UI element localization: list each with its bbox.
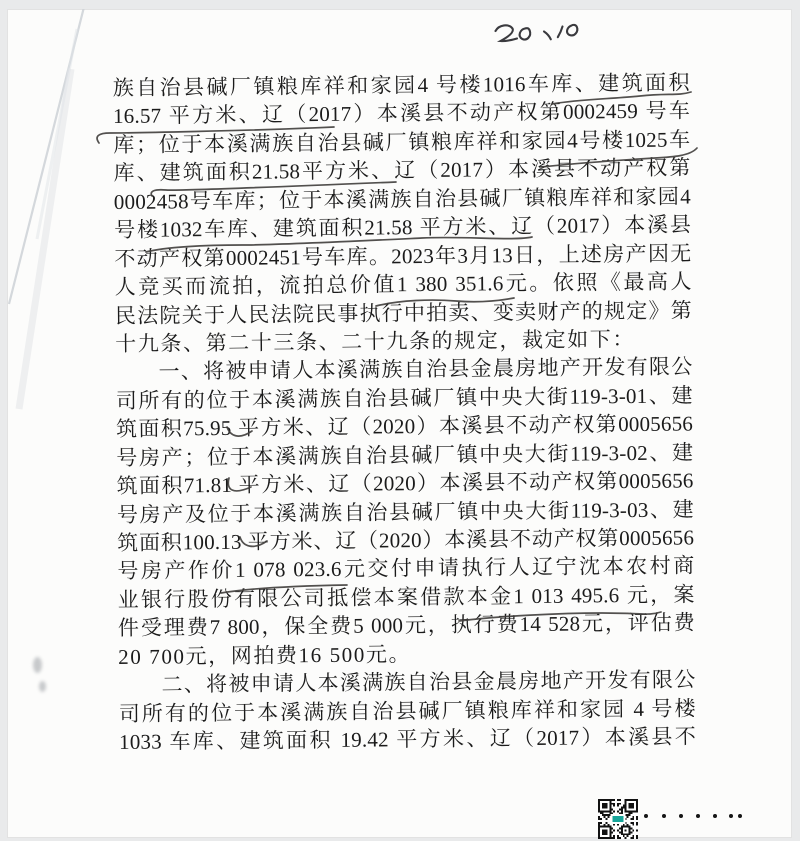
- document-line: 0002458号车库；位于本溪满族自治县碱厂镇粮库祥和家园4: [113, 184, 691, 214]
- dot-mark: [738, 814, 742, 818]
- document-body: [113, 68, 697, 756]
- dot-mark: [729, 814, 733, 818]
- scan-smudge: [39, 681, 46, 692]
- document-line: 人竞买而流拍，流拍总价值1 380 351.6元。依照《最高人: [114, 269, 692, 300]
- dot-mark: [713, 814, 717, 818]
- document-line: 号房产；位于本溪满族自治县碱厂镇中央大街119-3-02、建: [116, 440, 694, 470]
- document-line: 筑面积75.95 平方米、辽（2020）本溪县不动产权第0005656: [115, 411, 694, 442]
- document-line: 库；位于本溪满族自治县碱厂镇粮库祥和家园4号楼1025车: [113, 127, 691, 157]
- document-line: 民法院关于人民法院民事执行中拍卖、变卖财产的规定》第: [114, 297, 693, 328]
- dot-mark: [696, 814, 700, 818]
- document-line: 筑面积100.13 平方米、辽（2020）本溪县不动产权第0005656: [117, 525, 695, 555]
- dot-mark: [679, 814, 683, 818]
- dot-mark: [644, 814, 648, 818]
- document-line: 1033 车库、建筑面积 19.42 平方米、辽（2017）本溪县不: [118, 724, 697, 755]
- document-line: 业银行股份有限公司抵偿本案借款本金1 013 495.6 元，案: [117, 582, 695, 612]
- document-line: 16.57 平方米、辽（2017）本溪县不动产权第0002459 号车: [112, 98, 691, 129]
- document-line: 库、建筑面积21.58平方米、辽（2017）本溪县不动产权第: [113, 155, 691, 186]
- scan-smudge: [33, 657, 42, 673]
- document-line: 号房产作价1 078 023.6元交付申请执行人辽宁沈本农村商: [117, 553, 695, 584]
- document-line: 司所有的位于本溪满族自治县碱厂镇中央大街119-3-01、建: [115, 383, 693, 413]
- document-line: 不动产权第0002451号车库。2023年3月13日，上述房产因无: [114, 241, 692, 271]
- footer-dots: [644, 813, 754, 823]
- document-line: 二、将被申请人本溪满族自治县金晨房地产开发有限公: [161, 667, 696, 697]
- document-line: 号楼1032车库、建筑面积21.58 平方米、辽（2017）本溪县: [114, 212, 692, 243]
- document-line: 族自治县碱厂镇粮库祥和家园4 号楼1016车库、建筑面积: [112, 70, 690, 101]
- document-line: 号房产及位于本溪满族自治县碱厂镇中央大街119-3-03、建: [116, 497, 694, 527]
- qr-code: [598, 799, 638, 839]
- document-line: 司所有的位于本溪满族自治县碱厂镇粮库祥和家园 4 号楼: [118, 696, 696, 726]
- document-line: 筑面积71.81 平方米、辽（2020）本溪县不动产权第0005656: [116, 468, 694, 499]
- dot-mark: [662, 814, 666, 818]
- document-line: 一、将被申请人本溪满族自治县金晨房地产开发有限公: [158, 354, 693, 384]
- document-line: 20 700元，网拍费16 500元。: [118, 641, 412, 669]
- document-line: 十九条、第二十三条、二十九条的规定，裁定如下：: [115, 326, 636, 356]
- document-line: 件受理费7 800，保全费5 000元，执行费14 528元，评估费: [117, 610, 696, 641]
